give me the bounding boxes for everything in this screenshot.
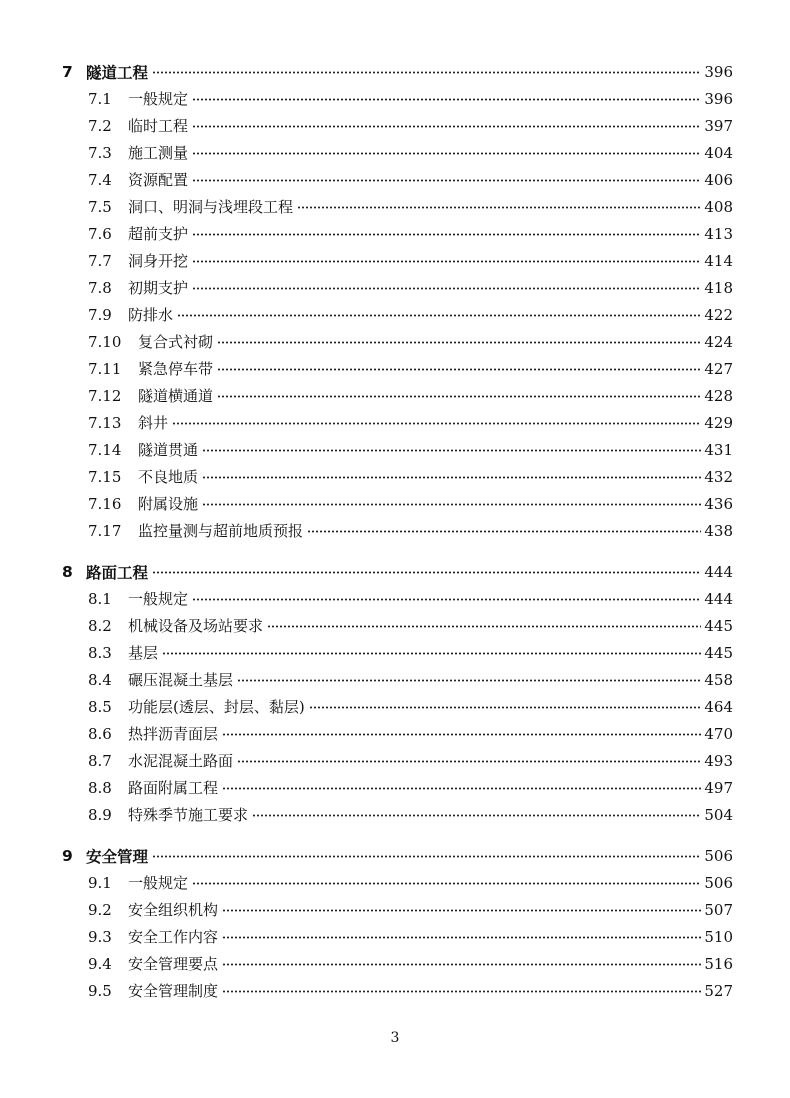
section-number: 7.16 xyxy=(88,494,122,513)
toc-entry[interactable] xyxy=(62,463,733,490)
page-number: 438 xyxy=(704,521,733,540)
toc-entry[interactable] xyxy=(62,139,733,166)
section-number: 9.4 xyxy=(88,954,112,973)
page-number: 413 xyxy=(704,224,733,243)
section-number: 8.4 xyxy=(88,670,112,689)
page-number: 418 xyxy=(704,278,733,297)
dot-leader xyxy=(222,733,701,736)
dot-leader xyxy=(222,787,701,790)
toc-entry[interactable] xyxy=(62,274,733,301)
toc-entry[interactable] xyxy=(62,801,733,828)
page-number: 397 xyxy=(704,116,733,135)
section-number: 9.1 xyxy=(88,873,112,892)
page-number: 464 xyxy=(704,697,733,716)
page-number: 422 xyxy=(704,305,733,324)
section-title: 初期支护 xyxy=(128,279,189,297)
toc-entry[interactable] xyxy=(62,869,733,896)
toc-entry[interactable] xyxy=(62,612,733,639)
page-number: 396 xyxy=(704,89,733,108)
section-title: 防排水 xyxy=(128,306,174,324)
section-number: 7.3 xyxy=(88,143,112,162)
dot-leader xyxy=(237,760,701,763)
section-number: 7.12 xyxy=(88,386,122,405)
toc-entry[interactable] xyxy=(62,166,733,193)
page-number: 429 xyxy=(704,413,733,432)
page-number: 436 xyxy=(704,494,733,513)
section-title: 斜井 xyxy=(138,414,169,432)
section-number: 8.5 xyxy=(88,697,112,716)
chapter-heading[interactable] xyxy=(62,842,733,869)
dot-leader xyxy=(217,341,701,344)
section-title: 监控量测与超前地质预报 xyxy=(138,522,304,540)
section-title: 一般规定 xyxy=(128,874,189,892)
toc-entry[interactable] xyxy=(62,720,733,747)
toc-entry[interactable] xyxy=(62,85,733,112)
page-number: 432 xyxy=(704,467,733,486)
dot-leader xyxy=(222,963,701,966)
toc-entry[interactable] xyxy=(62,490,733,517)
page-number: 493 xyxy=(704,751,733,770)
dot-leader xyxy=(309,706,702,709)
section-title: 隧道贯通 xyxy=(138,441,199,459)
dot-leader xyxy=(192,125,701,128)
section-number: 8.3 xyxy=(88,643,112,662)
table-of-contents xyxy=(62,58,733,1018)
toc-entry[interactable] xyxy=(62,220,733,247)
section-title: 一般规定 xyxy=(128,590,189,608)
section-number: 7.4 xyxy=(88,170,112,189)
dot-leader xyxy=(297,206,701,209)
page-number: 444 xyxy=(704,562,733,581)
section-number: 7.17 xyxy=(88,521,122,540)
chapter-title: 隧道工程 xyxy=(86,63,149,82)
section-title: 洞口、明洞与浅埋段工程 xyxy=(128,198,294,216)
section-title: 施工测量 xyxy=(128,144,189,162)
page-number: 406 xyxy=(704,170,733,189)
toc-entry[interactable] xyxy=(62,328,733,355)
section-number: 7.6 xyxy=(88,224,112,243)
section-title: 基层 xyxy=(128,644,159,662)
section-number: 7.14 xyxy=(88,440,122,459)
section-title: 机械设备及场站要求 xyxy=(128,617,264,635)
section-title: 资源配置 xyxy=(128,171,189,189)
toc-entry[interactable] xyxy=(62,977,733,1004)
page-number: 527 xyxy=(704,981,733,1000)
section-number: 8.1 xyxy=(88,589,112,608)
toc-entry[interactable] xyxy=(62,747,733,774)
page-number: 506 xyxy=(704,873,733,892)
section-title: 安全组织机构 xyxy=(128,901,219,919)
section-title: 热拌沥青面层 xyxy=(128,725,219,743)
dot-leader xyxy=(307,530,701,533)
section-title: 安全管理制度 xyxy=(128,982,219,1000)
page-number: 445 xyxy=(704,643,733,662)
dot-leader xyxy=(152,71,701,74)
toc-entry[interactable] xyxy=(62,112,733,139)
dot-leader xyxy=(177,314,701,317)
toc-entry[interactable] xyxy=(62,950,733,977)
page-number: 414 xyxy=(704,251,733,270)
section-number: 8.2 xyxy=(88,616,112,635)
toc-entry[interactable] xyxy=(62,517,733,544)
dot-leader xyxy=(192,152,701,155)
dot-leader xyxy=(152,855,701,858)
section-title: 特殊季节施工要求 xyxy=(128,806,249,824)
chapter-title: 路面工程 xyxy=(86,563,149,582)
section-title: 复合式衬砌 xyxy=(138,333,214,351)
chapter-9 xyxy=(62,842,733,1004)
section-number: 7.2 xyxy=(88,116,112,135)
dot-leader xyxy=(192,98,701,101)
dot-leader xyxy=(222,990,701,993)
section-number: 9.5 xyxy=(88,981,112,1000)
page-number: 431 xyxy=(704,440,733,459)
dot-leader xyxy=(217,395,701,398)
toc-entry[interactable] xyxy=(62,193,733,220)
section-number: 7.15 xyxy=(88,467,122,486)
dot-leader xyxy=(217,368,701,371)
dot-leader xyxy=(192,233,701,236)
section-number: 8.6 xyxy=(88,724,112,743)
section-number: 7.7 xyxy=(88,251,112,270)
section-title: 临时工程 xyxy=(128,117,189,135)
page-footer-number: 3 xyxy=(390,1030,400,1046)
section-number: 7.13 xyxy=(88,413,122,432)
toc-entry[interactable] xyxy=(62,666,733,693)
section-title: 功能层(透层、封层、黏层) xyxy=(128,698,305,716)
dot-leader xyxy=(192,287,701,290)
page-number: 507 xyxy=(704,900,733,919)
section-title: 超前支护 xyxy=(128,225,189,243)
dot-leader xyxy=(192,598,701,601)
dot-leader xyxy=(192,179,701,182)
section-number: 7.11 xyxy=(88,359,122,378)
section-number: 8.8 xyxy=(88,778,112,797)
toc-entry[interactable] xyxy=(62,693,733,720)
page-number: 445 xyxy=(704,616,733,635)
page-number: 510 xyxy=(704,927,733,946)
section-title: 安全管理要点 xyxy=(128,955,219,973)
section-number: 9.3 xyxy=(88,927,112,946)
section-number: 7.8 xyxy=(88,278,112,297)
dot-leader xyxy=(202,476,701,479)
dot-leader xyxy=(237,679,701,682)
page-number: 396 xyxy=(704,62,733,81)
section-title: 不良地质 xyxy=(138,468,199,486)
toc-entry[interactable] xyxy=(62,409,733,436)
toc-entry[interactable] xyxy=(62,247,733,274)
page-number: 504 xyxy=(704,805,733,824)
toc-entry[interactable] xyxy=(62,896,733,923)
toc-entry[interactable] xyxy=(62,301,733,328)
dot-leader xyxy=(162,652,701,655)
section-number: 7.5 xyxy=(88,197,112,216)
section-title: 碾压混凝土基层 xyxy=(128,671,234,689)
section-number: 9.2 xyxy=(88,900,112,919)
section-number: 7.1 xyxy=(88,89,112,108)
dot-leader xyxy=(222,909,701,912)
page-number: 427 xyxy=(704,359,733,378)
section-title: 安全工作内容 xyxy=(128,928,219,946)
page-number: 428 xyxy=(704,386,733,405)
dot-leader xyxy=(222,936,701,939)
dot-leader xyxy=(202,503,701,506)
chapter-number: 8 xyxy=(62,562,73,581)
section-title: 洞身开挖 xyxy=(128,252,189,270)
chapter-7 xyxy=(62,58,733,544)
toc-entry[interactable] xyxy=(62,355,733,382)
dot-leader xyxy=(192,260,701,263)
page-number: 497 xyxy=(704,778,733,797)
page-number: 516 xyxy=(704,954,733,973)
page-number: 458 xyxy=(704,670,733,689)
section-title: 紧急停车带 xyxy=(138,360,214,378)
toc-entry[interactable] xyxy=(62,382,733,409)
section-number: 7.9 xyxy=(88,305,112,324)
section-title: 路面附属工程 xyxy=(128,779,219,797)
chapter-number: 9 xyxy=(62,846,73,865)
chapter-number: 7 xyxy=(62,62,73,81)
dot-leader xyxy=(172,422,701,425)
section-number: 8.9 xyxy=(88,805,112,824)
chapter-title: 安全管理 xyxy=(86,847,149,866)
section-title: 一般规定 xyxy=(128,90,189,108)
page-number: 470 xyxy=(704,724,733,743)
chapter-heading[interactable] xyxy=(62,558,733,585)
section-number: 8.7 xyxy=(88,751,112,770)
section-title: 水泥混凝土路面 xyxy=(128,752,234,770)
dot-leader xyxy=(202,449,701,452)
page-number: 506 xyxy=(704,846,733,865)
toc-entry[interactable] xyxy=(62,923,733,950)
chapter-heading[interactable] xyxy=(62,58,733,85)
chapter-8 xyxy=(62,558,733,828)
dot-leader xyxy=(192,882,701,885)
dot-leader xyxy=(152,571,701,574)
toc-entry[interactable] xyxy=(62,436,733,463)
page-number: 424 xyxy=(704,332,733,351)
page-number: 444 xyxy=(704,589,733,608)
toc-entry[interactable] xyxy=(62,639,733,666)
toc-entry[interactable] xyxy=(62,585,733,612)
section-number: 7.10 xyxy=(88,332,122,351)
section-title: 附属设施 xyxy=(138,495,199,513)
page-number: 404 xyxy=(704,143,733,162)
dot-leader xyxy=(252,814,701,817)
toc-entry[interactable] xyxy=(62,774,733,801)
page-number: 408 xyxy=(704,197,733,216)
dot-leader xyxy=(267,625,701,628)
section-title: 隧道横通道 xyxy=(138,387,214,405)
